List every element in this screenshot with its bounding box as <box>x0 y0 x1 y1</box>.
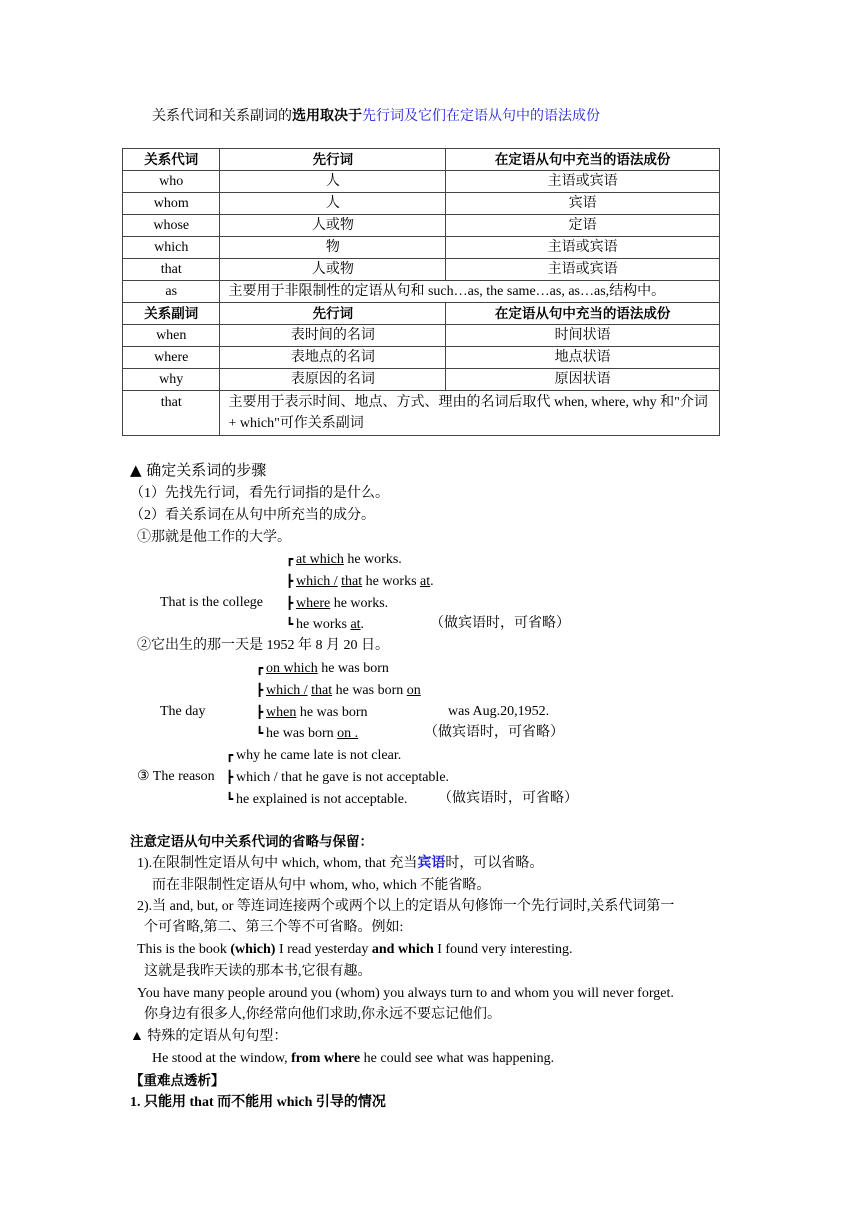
notes-example-2: You have many people around you (whom) you always turn to and whom you will never forget. <box>137 986 674 1001</box>
table-cell: as <box>123 281 220 303</box>
key-item-1: 1. 只能用 that 而不能用 which 引导的情况 <box>130 1095 386 1110</box>
table-header-cell: 关系代词 <box>123 149 220 171</box>
ex1-line-1 <box>286 550 402 569</box>
ex1-line-2 <box>286 572 434 591</box>
step-2: （2）看关系词在从句中所充当的成分。 <box>130 508 375 523</box>
ex2-tail: was Aug.20,1952. <box>448 704 550 719</box>
table-cell: when <box>123 325 220 347</box>
ex1-l1-rest: he works. <box>343 552 402 567</box>
ex3-note: （做宾语时，可省略） <box>438 791 578 806</box>
notes-p2-line-1: 2).当 and, but, or 等连词连接两个或两个以上的定语从句修饰一个先行词时,关系代词第一 <box>137 899 675 914</box>
ex2-l3-b: he was born <box>296 705 368 720</box>
bracket-mid-icon: ┣ <box>256 705 264 719</box>
table-cell: which <box>123 237 220 259</box>
table-cell: 表原因的名词 <box>220 369 446 391</box>
ex2-lead: The day <box>160 704 206 719</box>
ex1-l1-underlined: at which <box>296 552 344 567</box>
bracket-bottom-icon: ┗ <box>256 726 264 740</box>
special-heading: ▲ 特殊的定语从句句型： <box>130 1029 288 1044</box>
table-row <box>123 391 720 436</box>
ex2-l2-e: on <box>406 683 421 698</box>
notes-p2-line-2: 个可省略,第二、第三个等不可省略。例如: <box>144 920 404 935</box>
table-cell-that-usage: 主要用于表示时间、地点、方式、理由的名词后取代 when, where, why 和"介词+ which"可作关系副词 <box>220 391 720 436</box>
table-cell: 原因状语 <box>446 369 720 391</box>
table-cell: 主语或宾语 <box>446 171 720 193</box>
ex1-line-4 <box>286 615 364 634</box>
table-cell: whom <box>123 193 220 215</box>
e1-d: and which <box>371 942 434 957</box>
table-header-row <box>123 149 720 171</box>
bracket-top-icon: ┏ <box>256 661 264 675</box>
ex1-l2-e: at <box>420 574 431 589</box>
ex2-l1-a: on which <box>266 661 318 676</box>
table-cell: 宾语 <box>446 193 720 215</box>
table-cell: 人 <box>220 171 446 193</box>
table-row <box>123 193 720 215</box>
table-row <box>123 369 720 391</box>
ex3-line-2 <box>226 768 449 787</box>
ex2-l4-a: he was born <box>266 726 338 741</box>
table-header-cell: 先行词 <box>220 149 446 171</box>
ex1-note: （做宾语时，可省略） <box>430 616 570 631</box>
bracket-mid-icon: ┣ <box>286 596 294 610</box>
table-cell: 主语或宾语 <box>446 259 720 281</box>
ex1-l2-d: he works <box>362 574 421 589</box>
example-1-title: ①那就是他工作的大学。 <box>137 530 291 545</box>
ex2-l2-d: he was born <box>332 683 407 698</box>
step-1: （1）先找先行词，看先行词指的是什么。 <box>130 486 389 501</box>
ex3-line-3 <box>226 790 407 809</box>
bracket-top-icon: ┏ <box>226 748 234 762</box>
table-cell: 人或物 <box>220 259 446 281</box>
ex3-l2: which / that he gave is not acceptable. <box>236 770 450 785</box>
bracket-bottom-icon: ┗ <box>226 792 234 806</box>
ex2-l2-c: that <box>311 683 333 698</box>
intro-blue: 先行词及它们在定语从句中的语法成份 <box>362 109 600 124</box>
table-header-cell: 在定语从句中充当的语法成份 <box>446 149 720 171</box>
table-cell: where <box>123 347 220 369</box>
special-sentence <box>152 1050 554 1068</box>
ex2-l2-a: which / <box>266 683 308 698</box>
table-cell: whose <box>123 215 220 237</box>
special-a: He stood at the window, <box>152 1051 292 1066</box>
bracket-mid-icon: ┣ <box>256 683 264 697</box>
table-header-cell: 关系副词 <box>123 303 220 325</box>
ex3-lead: ③ The reason <box>137 769 215 784</box>
ex3-l3: he explained is not acceptable. <box>236 792 408 807</box>
steps-heading: ▲ 确定关系词的步骤 <box>130 461 267 479</box>
table-cell: 表时间的名词 <box>220 325 446 347</box>
ex1-l3-a: where <box>296 596 331 611</box>
ex2-line-3 <box>256 703 367 722</box>
table-header-cell: 在定语从句中充当的语法成份 <box>446 303 720 325</box>
e1-e: I found very interesting. <box>433 942 573 957</box>
ex2-l1-b: he was born <box>317 661 389 676</box>
notes-p1-highlight: 宾语 <box>417 856 446 871</box>
ex1-l4-a: he works <box>296 617 351 632</box>
e1-b: (which) <box>230 942 276 957</box>
table-cell: 人 <box>220 193 446 215</box>
e1-c: I read yesterday <box>275 942 372 957</box>
table-header-cell: 先行词 <box>220 303 446 325</box>
table-cell-as-usage: 主要用于非限制性的定语从句和 such…as, the same…as, as…as,结构中。 <box>220 281 720 303</box>
ex2-l4-b: on . <box>337 726 359 741</box>
ex1-l3-b: he works. <box>330 596 389 611</box>
table-row <box>123 347 720 369</box>
notes-example-2-cn: 你身边有很多人,你经常向他们求助,你永远不要忘记他们。 <box>144 1007 501 1022</box>
ex3-line-1 <box>226 746 401 765</box>
intro-prefix: 关系代词和关系副词的 <box>152 109 292 124</box>
table-row <box>123 259 720 281</box>
ex1-lead: That is the college <box>160 595 264 610</box>
bracket-mid-icon: ┣ <box>226 770 234 784</box>
table-cell: 时间状语 <box>446 325 720 347</box>
table-cell: 地点状语 <box>446 347 720 369</box>
key-heading: 【重难点透析】 <box>130 1073 225 1089</box>
table-cell: who <box>123 171 220 193</box>
ex1-l4-c: . <box>360 617 365 632</box>
ex2-line-1 <box>256 659 389 678</box>
table-cell: 主语或宾语 <box>446 237 720 259</box>
relative-words-table <box>122 148 720 436</box>
table-cell: that <box>123 391 220 436</box>
ex2-line-4 <box>256 724 358 743</box>
ex2-line-2 <box>256 681 421 700</box>
ex1-l4-b: at <box>350 617 361 632</box>
bracket-top-icon: ┏ <box>286 552 294 566</box>
notes-p1-cont: 而在非限制性定语从句中 whom, who, which 不能省略。 <box>152 878 491 893</box>
bracket-mid-icon: ┣ <box>286 574 294 588</box>
table-row <box>123 215 720 237</box>
notes-p1-a: 1).在限制性定语从句中 which, whom, that 充当 <box>137 856 418 871</box>
table-row <box>123 281 720 303</box>
table-cell: 定语 <box>446 215 720 237</box>
table-cell: 人或物 <box>220 215 446 237</box>
ex1-l2-a: which / <box>296 574 338 589</box>
e1-a: This is the book <box>137 942 231 957</box>
ex1-line-3 <box>286 594 388 613</box>
intro-line <box>152 108 600 126</box>
ex1-l2-c: that <box>341 574 363 589</box>
notes-example-1 <box>137 941 573 959</box>
table-cell: 表地点的名词 <box>220 347 446 369</box>
example-2-title: ②它出生的那一天是 1952 年 8 月 20 日。 <box>137 638 389 653</box>
table-cell: that <box>123 259 220 281</box>
special-c: he could see what was happening. <box>360 1051 555 1066</box>
table-row <box>123 171 720 193</box>
table-header-row <box>123 303 720 325</box>
table-cell: why <box>123 369 220 391</box>
ex2-l3-a: when <box>266 705 297 720</box>
table-row <box>123 237 720 259</box>
table-cell: 物 <box>220 237 446 259</box>
special-b: from where <box>291 1051 361 1066</box>
intro-bold: 选用取决于 <box>292 109 362 124</box>
ex2-note: （做宾语时，可省略） <box>424 725 564 740</box>
table-row <box>123 325 720 347</box>
ex1-l2-f: . <box>430 574 434 589</box>
notes-heading: 注意定语从句中关系代词的省略与保留： <box>130 834 373 850</box>
ex3-l1: why he came late is not clear. <box>236 748 402 763</box>
notes-example-1-cn: 这就是我昨天读的那本书,它很有趣。 <box>144 964 372 979</box>
notes-p1-b: 时，可以省略。 <box>445 856 544 871</box>
bracket-bottom-icon: ┗ <box>286 617 294 631</box>
notes-p1 <box>137 855 543 873</box>
